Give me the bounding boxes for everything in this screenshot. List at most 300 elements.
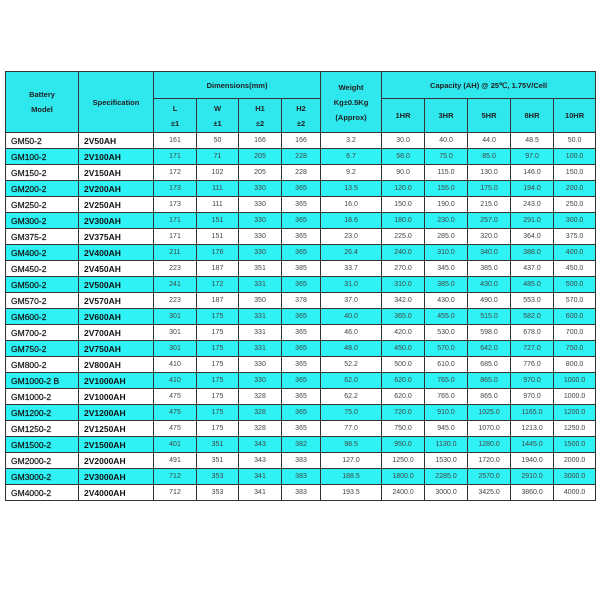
table-row <box>6 373 596 389</box>
cell-width: 71 <box>197 149 239 165</box>
table-row <box>6 357 596 373</box>
cell-cap-10hr: 400.0 <box>554 245 596 261</box>
cell-cap-5hr: 2570.0 <box>468 469 511 485</box>
header-rate-5hr: 5HR <box>468 99 511 133</box>
cell-width: 175 <box>197 357 239 373</box>
table-row <box>6 133 596 149</box>
cell-height2: 365 <box>282 325 321 341</box>
cell-cap-5hr: 215.0 <box>468 197 511 213</box>
cell-cap-1hr: 120.0 <box>382 181 425 197</box>
cell-weight: 6.7 <box>321 149 382 165</box>
cell-height1: 330 <box>239 213 282 229</box>
cell-height1: 328 <box>239 421 282 437</box>
cell-cap-10hr: 700.0 <box>554 325 596 341</box>
cell-cap-8hr: 678.0 <box>511 325 554 341</box>
cell-length: 475 <box>154 405 197 421</box>
cell-length: 491 <box>154 453 197 469</box>
cell-cap-1hr: 2400.0 <box>382 485 425 501</box>
cell-cap-5hr: 385.0 <box>468 261 511 277</box>
cell-cap-1hr: 270.0 <box>382 261 425 277</box>
table-row <box>6 325 596 341</box>
cell-cap-10hr: 1250.0 <box>554 421 596 437</box>
cell-cap-8hr: 970.0 <box>511 373 554 389</box>
table-row <box>6 229 596 245</box>
cell-height2: 365 <box>282 341 321 357</box>
cell-cap-3hr: 430.0 <box>425 293 468 309</box>
dim-tolerance: ±2 <box>255 118 265 128</box>
cell-cap-1hr: 1250.0 <box>382 453 425 469</box>
cell-weight: 3.2 <box>321 133 382 149</box>
cell-height1: 328 <box>239 405 282 421</box>
dim-tolerance: ±1 <box>213 118 222 128</box>
cell-cap-3hr: 765.0 <box>425 373 468 389</box>
cell-spec: 2V2000AH <box>79 453 154 469</box>
cell-cap-5hr: 515.0 <box>468 309 511 325</box>
cell-weight: 26.4 <box>321 245 382 261</box>
cell-length: 161 <box>154 133 197 149</box>
cell-height1: 330 <box>239 181 282 197</box>
cell-weight: 188.5 <box>321 469 382 485</box>
cell-weight: 52.2 <box>321 357 382 373</box>
cell-length: 301 <box>154 325 197 341</box>
cell-spec: 2V300AH <box>79 213 154 229</box>
cell-length: 301 <box>154 341 197 357</box>
dim-tolerance: ±2 <box>296 118 306 128</box>
cell-height2: 228 <box>282 149 321 165</box>
cell-cap-3hr: 385.0 <box>425 277 468 293</box>
cell-cap-1hr: 150.0 <box>382 197 425 213</box>
cell-cap-8hr: 582.0 <box>511 309 554 325</box>
cell-length: 475 <box>154 421 197 437</box>
cell-cap-3hr: 75.0 <box>425 149 468 165</box>
cell-cap-8hr: 291.0 <box>511 213 554 229</box>
cell-model: GM100-2 <box>6 149 79 165</box>
header-dim-l <box>154 99 197 133</box>
cell-height1: 205 <box>239 165 282 181</box>
cell-cap-3hr: 455.0 <box>425 309 468 325</box>
cell-spec: 2V400AH <box>79 245 154 261</box>
cell-cap-3hr: 310.0 <box>425 245 468 261</box>
cell-height2: 365 <box>282 309 321 325</box>
cell-height1: 343 <box>239 453 282 469</box>
table-row <box>6 197 596 213</box>
table-row <box>6 485 596 501</box>
header-rate-8hr: 8HR <box>511 99 554 133</box>
table-row <box>6 293 596 309</box>
cell-width: 111 <box>197 197 239 213</box>
cell-model: GM450-2 <box>6 261 79 277</box>
cell-height2: 383 <box>282 453 321 469</box>
cell-cap-3hr: 115.0 <box>425 165 468 181</box>
cell-height1: 331 <box>239 325 282 341</box>
header-dim-w <box>197 99 239 133</box>
header-capacity: Capacity (AH) @ 25℃, 1.75V/Cell <box>382 72 596 99</box>
cell-length: 223 <box>154 293 197 309</box>
cell-length: 410 <box>154 357 197 373</box>
cell-weight: 127.0 <box>321 453 382 469</box>
table-row <box>6 309 596 325</box>
cell-height2: 365 <box>282 213 321 229</box>
cell-cap-3hr: 285.0 <box>425 229 468 245</box>
cell-length: 712 <box>154 485 197 501</box>
cell-cap-3hr: 1130.0 <box>425 437 468 453</box>
cell-height1: 330 <box>239 229 282 245</box>
cell-cap-10hr: 570.0 <box>554 293 596 309</box>
cell-height2: 365 <box>282 357 321 373</box>
cell-cap-8hr: 776.0 <box>511 357 554 373</box>
cell-cap-1hr: 620.0 <box>382 373 425 389</box>
cell-height1: 331 <box>239 309 282 325</box>
cell-cap-8hr: 48.5 <box>511 133 554 149</box>
cell-cap-1hr: 750.0 <box>382 421 425 437</box>
cell-spec: 2V200AH <box>79 181 154 197</box>
cell-weight: 62.2 <box>321 389 382 405</box>
cell-cap-5hr: 175.0 <box>468 181 511 197</box>
cell-height2: 228 <box>282 165 321 181</box>
cell-cap-10hr: 450.0 <box>554 261 596 277</box>
cell-cap-8hr: 388.0 <box>511 245 554 261</box>
cell-cap-10hr: 3000.0 <box>554 469 596 485</box>
cell-weight: 193.5 <box>321 485 382 501</box>
table-row <box>6 341 596 357</box>
cell-weight: 40.0 <box>321 309 382 325</box>
cell-cap-3hr: 230.0 <box>425 213 468 229</box>
cell-weight: 33.7 <box>321 261 382 277</box>
header-battery-model: Battery Model <box>6 72 79 133</box>
cell-weight: 75.0 <box>321 405 382 421</box>
cell-length: 223 <box>154 261 197 277</box>
cell-spec: 2V250AH <box>79 197 154 213</box>
cell-cap-1hr: 90.0 <box>382 165 425 181</box>
table-row <box>6 261 596 277</box>
cell-model: GM1500-2 <box>6 437 79 453</box>
cell-model: GM300-2 <box>6 213 79 229</box>
cell-width: 151 <box>197 229 239 245</box>
cell-model: GM200-2 <box>6 181 79 197</box>
cell-length: 172 <box>154 165 197 181</box>
cell-weight: 77.0 <box>321 421 382 437</box>
cell-model: GM500-2 <box>6 277 79 293</box>
dim-name: L <box>172 103 178 113</box>
cell-height1: 351 <box>239 261 282 277</box>
cell-cap-8hr: 3860.0 <box>511 485 554 501</box>
cell-cap-1hr: 1800.0 <box>382 469 425 485</box>
table-row <box>6 245 596 261</box>
header-dim-h2 <box>282 99 321 133</box>
cell-height2: 365 <box>282 373 321 389</box>
cell-cap-5hr: 320.0 <box>468 229 511 245</box>
cell-spec: 2V1250AH <box>79 421 154 437</box>
cell-width: 111 <box>197 181 239 197</box>
cell-width: 175 <box>197 389 239 405</box>
weight-approx: (Approx) <box>335 112 367 122</box>
cell-cap-10hr: 750.0 <box>554 341 596 357</box>
cell-height1: 343 <box>239 437 282 453</box>
cell-cap-8hr: 437.0 <box>511 261 554 277</box>
cell-cap-1hr: 225.0 <box>382 229 425 245</box>
cell-cap-10hr: 50.0 <box>554 133 596 149</box>
cell-length: 301 <box>154 309 197 325</box>
cell-cap-8hr: 485.0 <box>511 277 554 293</box>
cell-width: 187 <box>197 261 239 277</box>
header-dim-h1 <box>239 99 282 133</box>
cell-height1: 341 <box>239 485 282 501</box>
cell-cap-8hr: 970.0 <box>511 389 554 405</box>
cell-width: 175 <box>197 309 239 325</box>
cell-model: GM700-2 <box>6 325 79 341</box>
cell-cap-10hr: 2000.0 <box>554 453 596 469</box>
cell-cap-5hr: 3425.0 <box>468 485 511 501</box>
cell-model: GM400-2 <box>6 245 79 261</box>
cell-cap-10hr: 1000.0 <box>554 389 596 405</box>
cell-cap-10hr: 1000.0 <box>554 373 596 389</box>
cell-spec: 2V1000AH <box>79 373 154 389</box>
cell-model: GM1200-2 <box>6 405 79 421</box>
cell-height1: 330 <box>239 373 282 389</box>
cell-cap-5hr: 598.0 <box>468 325 511 341</box>
cell-weight: 9.2 <box>321 165 382 181</box>
cell-spec: 2V4000AH <box>79 485 154 501</box>
cell-cap-8hr: 97.0 <box>511 149 554 165</box>
table-row <box>6 421 596 437</box>
header-dimensions: Dimensions(mm) <box>154 72 321 99</box>
cell-model: GM4000-2 <box>6 485 79 501</box>
cell-spec: 2V3000AH <box>79 469 154 485</box>
table-row <box>6 469 596 485</box>
cell-model: GM250-2 <box>6 197 79 213</box>
cell-cap-8hr: 146.0 <box>511 165 554 181</box>
cell-height1: 331 <box>239 341 282 357</box>
cell-cap-3hr: 2285.0 <box>425 469 468 485</box>
cell-width: 353 <box>197 485 239 501</box>
cell-cap-10hr: 150.0 <box>554 165 596 181</box>
cell-cap-3hr: 570.0 <box>425 341 468 357</box>
cell-cap-10hr: 375.0 <box>554 229 596 245</box>
cell-cap-8hr: 243.0 <box>511 197 554 213</box>
cell-length: 401 <box>154 437 197 453</box>
cell-height2: 166 <box>282 133 321 149</box>
cell-height2: 365 <box>282 421 321 437</box>
cell-cap-1hr: 310.0 <box>382 277 425 293</box>
table-row <box>6 389 596 405</box>
cell-cap-10hr: 300.0 <box>554 213 596 229</box>
cell-width: 151 <box>197 213 239 229</box>
cell-spec: 2V700AH <box>79 325 154 341</box>
cell-height2: 382 <box>282 437 321 453</box>
cell-weight: 48.0 <box>321 341 382 357</box>
cell-height2: 365 <box>282 181 321 197</box>
cell-cap-8hr: 364.0 <box>511 229 554 245</box>
cell-length: 171 <box>154 149 197 165</box>
dim-tolerance: ±1 <box>170 118 180 128</box>
cell-weight: 16.0 <box>321 197 382 213</box>
cell-cap-10hr: 1200.0 <box>554 405 596 421</box>
dim-name: H2 <box>296 103 306 113</box>
cell-weight: 13.5 <box>321 181 382 197</box>
cell-spec: 2V800AH <box>79 357 154 373</box>
cell-cap-8hr: 553.0 <box>511 293 554 309</box>
cell-cap-1hr: 950.0 <box>382 437 425 453</box>
cell-model: GM800-2 <box>6 357 79 373</box>
cell-model: GM570-2 <box>6 293 79 309</box>
cell-cap-5hr: 44.0 <box>468 133 511 149</box>
cell-cap-5hr: 1720.0 <box>468 453 511 469</box>
cell-length: 211 <box>154 245 197 261</box>
cell-height1: 166 <box>239 133 282 149</box>
cell-cap-1hr: 180.0 <box>382 213 425 229</box>
cell-spec: 2V375AH <box>79 229 154 245</box>
cell-width: 175 <box>197 373 239 389</box>
cell-height1: 328 <box>239 389 282 405</box>
cell-length: 410 <box>154 373 197 389</box>
cell-model: GM3000-2 <box>6 469 79 485</box>
cell-weight: 31.0 <box>321 277 382 293</box>
cell-cap-1hr: 720.0 <box>382 405 425 421</box>
cell-length: 171 <box>154 213 197 229</box>
cell-cap-10hr: 100.0 <box>554 149 596 165</box>
cell-spec: 2V450AH <box>79 261 154 277</box>
cell-model: GM1250-2 <box>6 421 79 437</box>
cell-height1: 331 <box>239 277 282 293</box>
table-row <box>6 437 596 453</box>
cell-height1: 330 <box>239 197 282 213</box>
cell-cap-1hr: 240.0 <box>382 245 425 261</box>
cell-height2: 365 <box>282 389 321 405</box>
header-rate-10hr: 10HR <box>554 99 596 133</box>
cell-weight: 37.0 <box>321 293 382 309</box>
cell-model: GM150-2 <box>6 165 79 181</box>
cell-weight: 23.0 <box>321 229 382 245</box>
cell-cap-1hr: 620.0 <box>382 389 425 405</box>
cell-height2: 365 <box>282 229 321 245</box>
table-row <box>6 149 596 165</box>
cell-model: GM1000-2 B <box>6 373 79 389</box>
cell-cap-5hr: 1280.0 <box>468 437 511 453</box>
cell-cap-10hr: 500.0 <box>554 277 596 293</box>
cell-height2: 383 <box>282 469 321 485</box>
cell-cap-1hr: 30.0 <box>382 133 425 149</box>
cell-cap-8hr: 1940.0 <box>511 453 554 469</box>
weight-label: Weight <box>338 82 364 92</box>
cell-cap-10hr: 800.0 <box>554 357 596 373</box>
cell-cap-3hr: 3000.0 <box>425 485 468 501</box>
cell-spec: 2V50AH <box>79 133 154 149</box>
cell-width: 176 <box>197 245 239 261</box>
cell-height2: 365 <box>282 197 321 213</box>
cell-model: GM50-2 <box>6 133 79 149</box>
cell-spec: 2V500AH <box>79 277 154 293</box>
cell-cap-3hr: 765.0 <box>425 389 468 405</box>
cell-cap-5hr: 85.0 <box>468 149 511 165</box>
cell-cap-3hr: 345.0 <box>425 261 468 277</box>
table-row <box>6 213 596 229</box>
cell-cap-5hr: 340.0 <box>468 245 511 261</box>
cell-cap-1hr: 342.0 <box>382 293 425 309</box>
cell-spec: 2V750AH <box>79 341 154 357</box>
table-row <box>6 181 596 197</box>
cell-length: 712 <box>154 469 197 485</box>
cell-cap-5hr: 257.0 <box>468 213 511 229</box>
cell-model: GM1000-2 <box>6 389 79 405</box>
cell-width: 175 <box>197 325 239 341</box>
cell-width: 175 <box>197 421 239 437</box>
cell-width: 172 <box>197 277 239 293</box>
table-row <box>6 277 596 293</box>
cell-width: 351 <box>197 453 239 469</box>
cell-cap-5hr: 685.0 <box>468 357 511 373</box>
cell-height2: 383 <box>282 485 321 501</box>
cell-height1: 341 <box>239 469 282 485</box>
cell-cap-8hr: 1445.0 <box>511 437 554 453</box>
cell-cap-5hr: 1025.0 <box>468 405 511 421</box>
table-row <box>6 453 596 469</box>
table-row <box>6 165 596 181</box>
cell-width: 187 <box>197 293 239 309</box>
header-weight <box>321 72 382 133</box>
cell-weight: 62.0 <box>321 373 382 389</box>
cell-cap-1hr: 450.0 <box>382 341 425 357</box>
cell-cap-10hr: 4000.0 <box>554 485 596 501</box>
cell-length: 173 <box>154 197 197 213</box>
cell-cap-10hr: 1500.0 <box>554 437 596 453</box>
cell-cap-3hr: 1530.0 <box>425 453 468 469</box>
weight-tolerance: Kg±0.5Kg <box>333 97 369 107</box>
cell-spec: 2V1000AH <box>79 389 154 405</box>
cell-cap-5hr: 490.0 <box>468 293 511 309</box>
dim-name: W <box>213 103 222 113</box>
cell-length: 475 <box>154 389 197 405</box>
cell-width: 175 <box>197 341 239 357</box>
cell-height2: 378 <box>282 293 321 309</box>
cell-height1: 330 <box>239 245 282 261</box>
cell-model: GM600-2 <box>6 309 79 325</box>
cell-length: 173 <box>154 181 197 197</box>
cell-cap-5hr: 865.0 <box>468 373 511 389</box>
cell-height2: 365 <box>282 245 321 261</box>
cell-cap-3hr: 190.0 <box>425 197 468 213</box>
header-rate-3hr: 3HR <box>425 99 468 133</box>
cell-cap-8hr: 1213.0 <box>511 421 554 437</box>
cell-cap-8hr: 2910.0 <box>511 469 554 485</box>
cell-weight: 98.5 <box>321 437 382 453</box>
cell-cap-5hr: 642.0 <box>468 341 511 357</box>
header-specification: Specification <box>79 72 154 133</box>
cell-model: GM375-2 <box>6 229 79 245</box>
cell-height1: 350 <box>239 293 282 309</box>
dim-name: H1 <box>255 103 265 113</box>
cell-cap-3hr: 610.0 <box>425 357 468 373</box>
cell-spec: 2V100AH <box>79 149 154 165</box>
cell-cap-3hr: 530.0 <box>425 325 468 341</box>
table-row <box>6 405 596 421</box>
cell-cap-5hr: 130.0 <box>468 165 511 181</box>
cell-cap-8hr: 727.0 <box>511 341 554 357</box>
cell-cap-10hr: 600.0 <box>554 309 596 325</box>
cell-weight: 18.6 <box>321 213 382 229</box>
cell-cap-3hr: 155.0 <box>425 181 468 197</box>
cell-cap-3hr: 910.0 <box>425 405 468 421</box>
cell-height1: 205 <box>239 149 282 165</box>
cell-spec: 2V150AH <box>79 165 154 181</box>
cell-cap-5hr: 1070.0 <box>468 421 511 437</box>
cell-model: GM2000-2 <box>6 453 79 469</box>
cell-cap-3hr: 945.0 <box>425 421 468 437</box>
cell-length: 241 <box>154 277 197 293</box>
cell-cap-10hr: 200.0 <box>554 181 596 197</box>
cell-height2: 365 <box>282 277 321 293</box>
cell-width: 353 <box>197 469 239 485</box>
cell-spec: 2V1200AH <box>79 405 154 421</box>
